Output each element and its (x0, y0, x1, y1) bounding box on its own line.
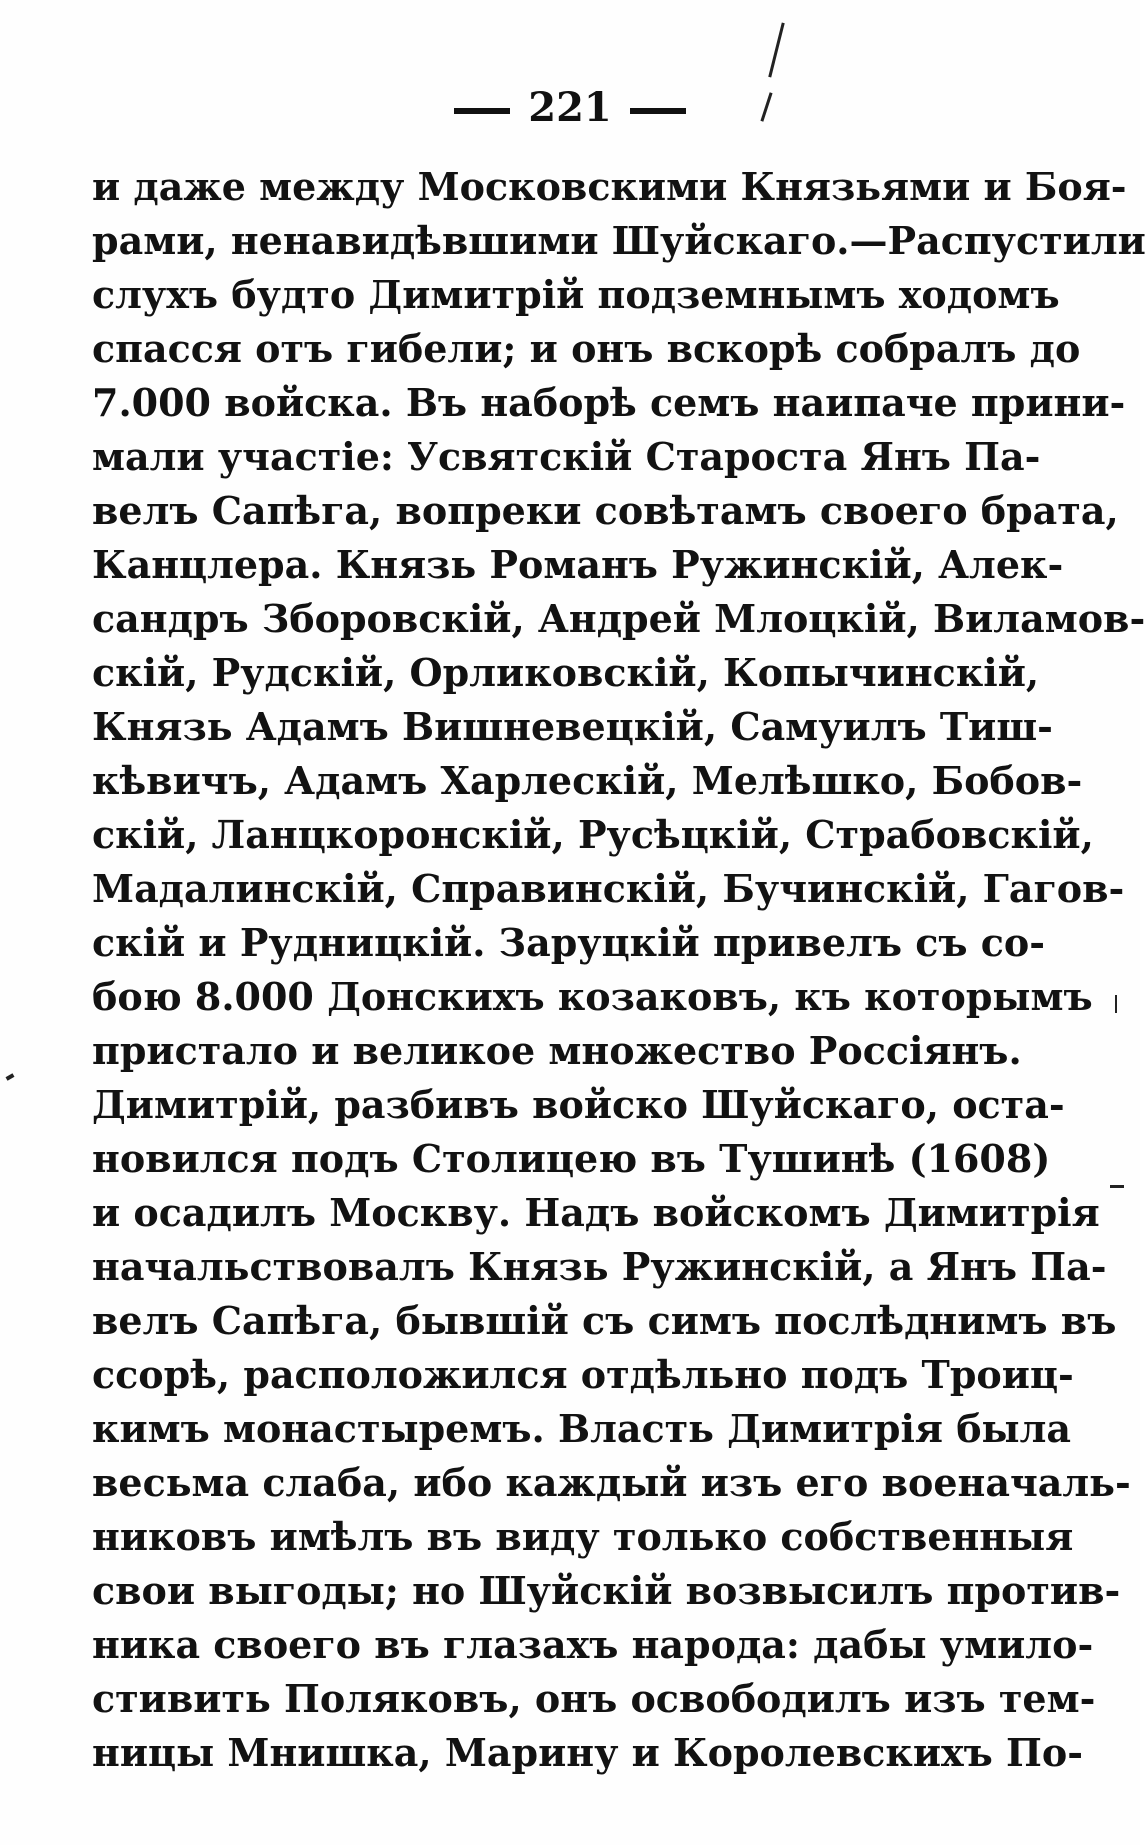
text-line: начальствовалъ Князь Ружинскій, а Янъ Па- (92, 1244, 1107, 1289)
text-line: свои выгоды; но Шуйскій возвысилъ против- (92, 1568, 1121, 1613)
text-line: Мадалинскій, Справинскій, Бучинскій, Гагов- (92, 866, 1125, 911)
text-line: новился подъ Столицею въ Тушинѣ (1608) (92, 1136, 1051, 1181)
body-text (92, 160, 1146, 1780)
header-dash-left (454, 108, 510, 114)
text-line: кѣвичъ, Адамъ Харлескій, Мелѣшко, Бобов- (92, 758, 1083, 803)
text-line: ницы Мнишка, Марину и Королевскихъ По- (92, 1730, 1084, 1775)
margin-mark (1115, 995, 1117, 1013)
text-line: велъ Сапѣга, бывшій съ симъ послѣднимъ въ (92, 1298, 1117, 1343)
page-header (0, 78, 1140, 138)
text-line: весьма слаба, ибо каждый изъ его военачаль- (92, 1460, 1131, 1505)
text-line: слухъ будто Димитрій подземнымъ ходомъ (92, 272, 1060, 317)
text-line: велъ Сапѣга, вопреки совѣтамъ своего брата, (92, 488, 1119, 533)
text-line: скій и Рудницкій. Заруцкій привелъ съ со- (92, 920, 1046, 965)
text-line: ссорѣ, расположился отдѣльно подъ Троиц- (92, 1352, 1074, 1397)
text-line: 7.000 войска. Въ наборѣ семъ наипаче прини- (92, 380, 1126, 425)
text-line: кимъ монастыремъ. Власть Димитрія была (92, 1406, 1072, 1451)
text-line: ника своего въ глазахъ народа: дабы умило- (92, 1622, 1094, 1667)
text-line: сандръ Зборовскій, Андрей Млоцкій, Виламов- (92, 596, 1146, 641)
margin-mark (6, 1073, 15, 1080)
text-line: спасся отъ гибели; и онъ вскорѣ собралъ до (92, 326, 1081, 371)
text-line: стивить Поляковъ, онъ освободилъ изъ тем- (92, 1676, 1096, 1721)
page-number: 221 (528, 84, 612, 131)
header-dash-right (630, 108, 686, 114)
text-line: и осадилъ Москву. Надъ войскомъ Димитрія (92, 1190, 1100, 1235)
text-line: скій, Рудскій, Орликовскій, Копычинскій, (92, 650, 1040, 695)
text-line: рами, ненавидѣвшими Шуйскаго.—Распустили (92, 218, 1146, 263)
text-line: пристало и великое множество Россіянъ. (92, 1028, 1022, 1073)
pencil-mark (768, 22, 784, 77)
text-line: мали участіе: Усвятскій Староста Янъ Па- (92, 434, 1041, 479)
text-line: бою 8.000 Донскихъ козаковъ, къ которымъ (92, 974, 1093, 1019)
text-line: и даже между Московскими Князьями и Боя- (92, 164, 1127, 209)
margin-mark (1110, 1185, 1124, 1188)
text-line: никовъ имѣлъ въ виду только собственныя (92, 1514, 1074, 1559)
text-line: Князь Адамъ Вишневецкій, Самуилъ Тиш- (92, 704, 1053, 749)
text-line: Канцлера. Князь Романъ Ружинскій, Алек- (92, 542, 1064, 587)
text-line: Димитрій, разбивъ войско Шуйскаго, оста- (92, 1082, 1065, 1127)
text-line: скій, Ланцкоронскій, Русѣцкій, Страбовскій, (92, 812, 1094, 857)
